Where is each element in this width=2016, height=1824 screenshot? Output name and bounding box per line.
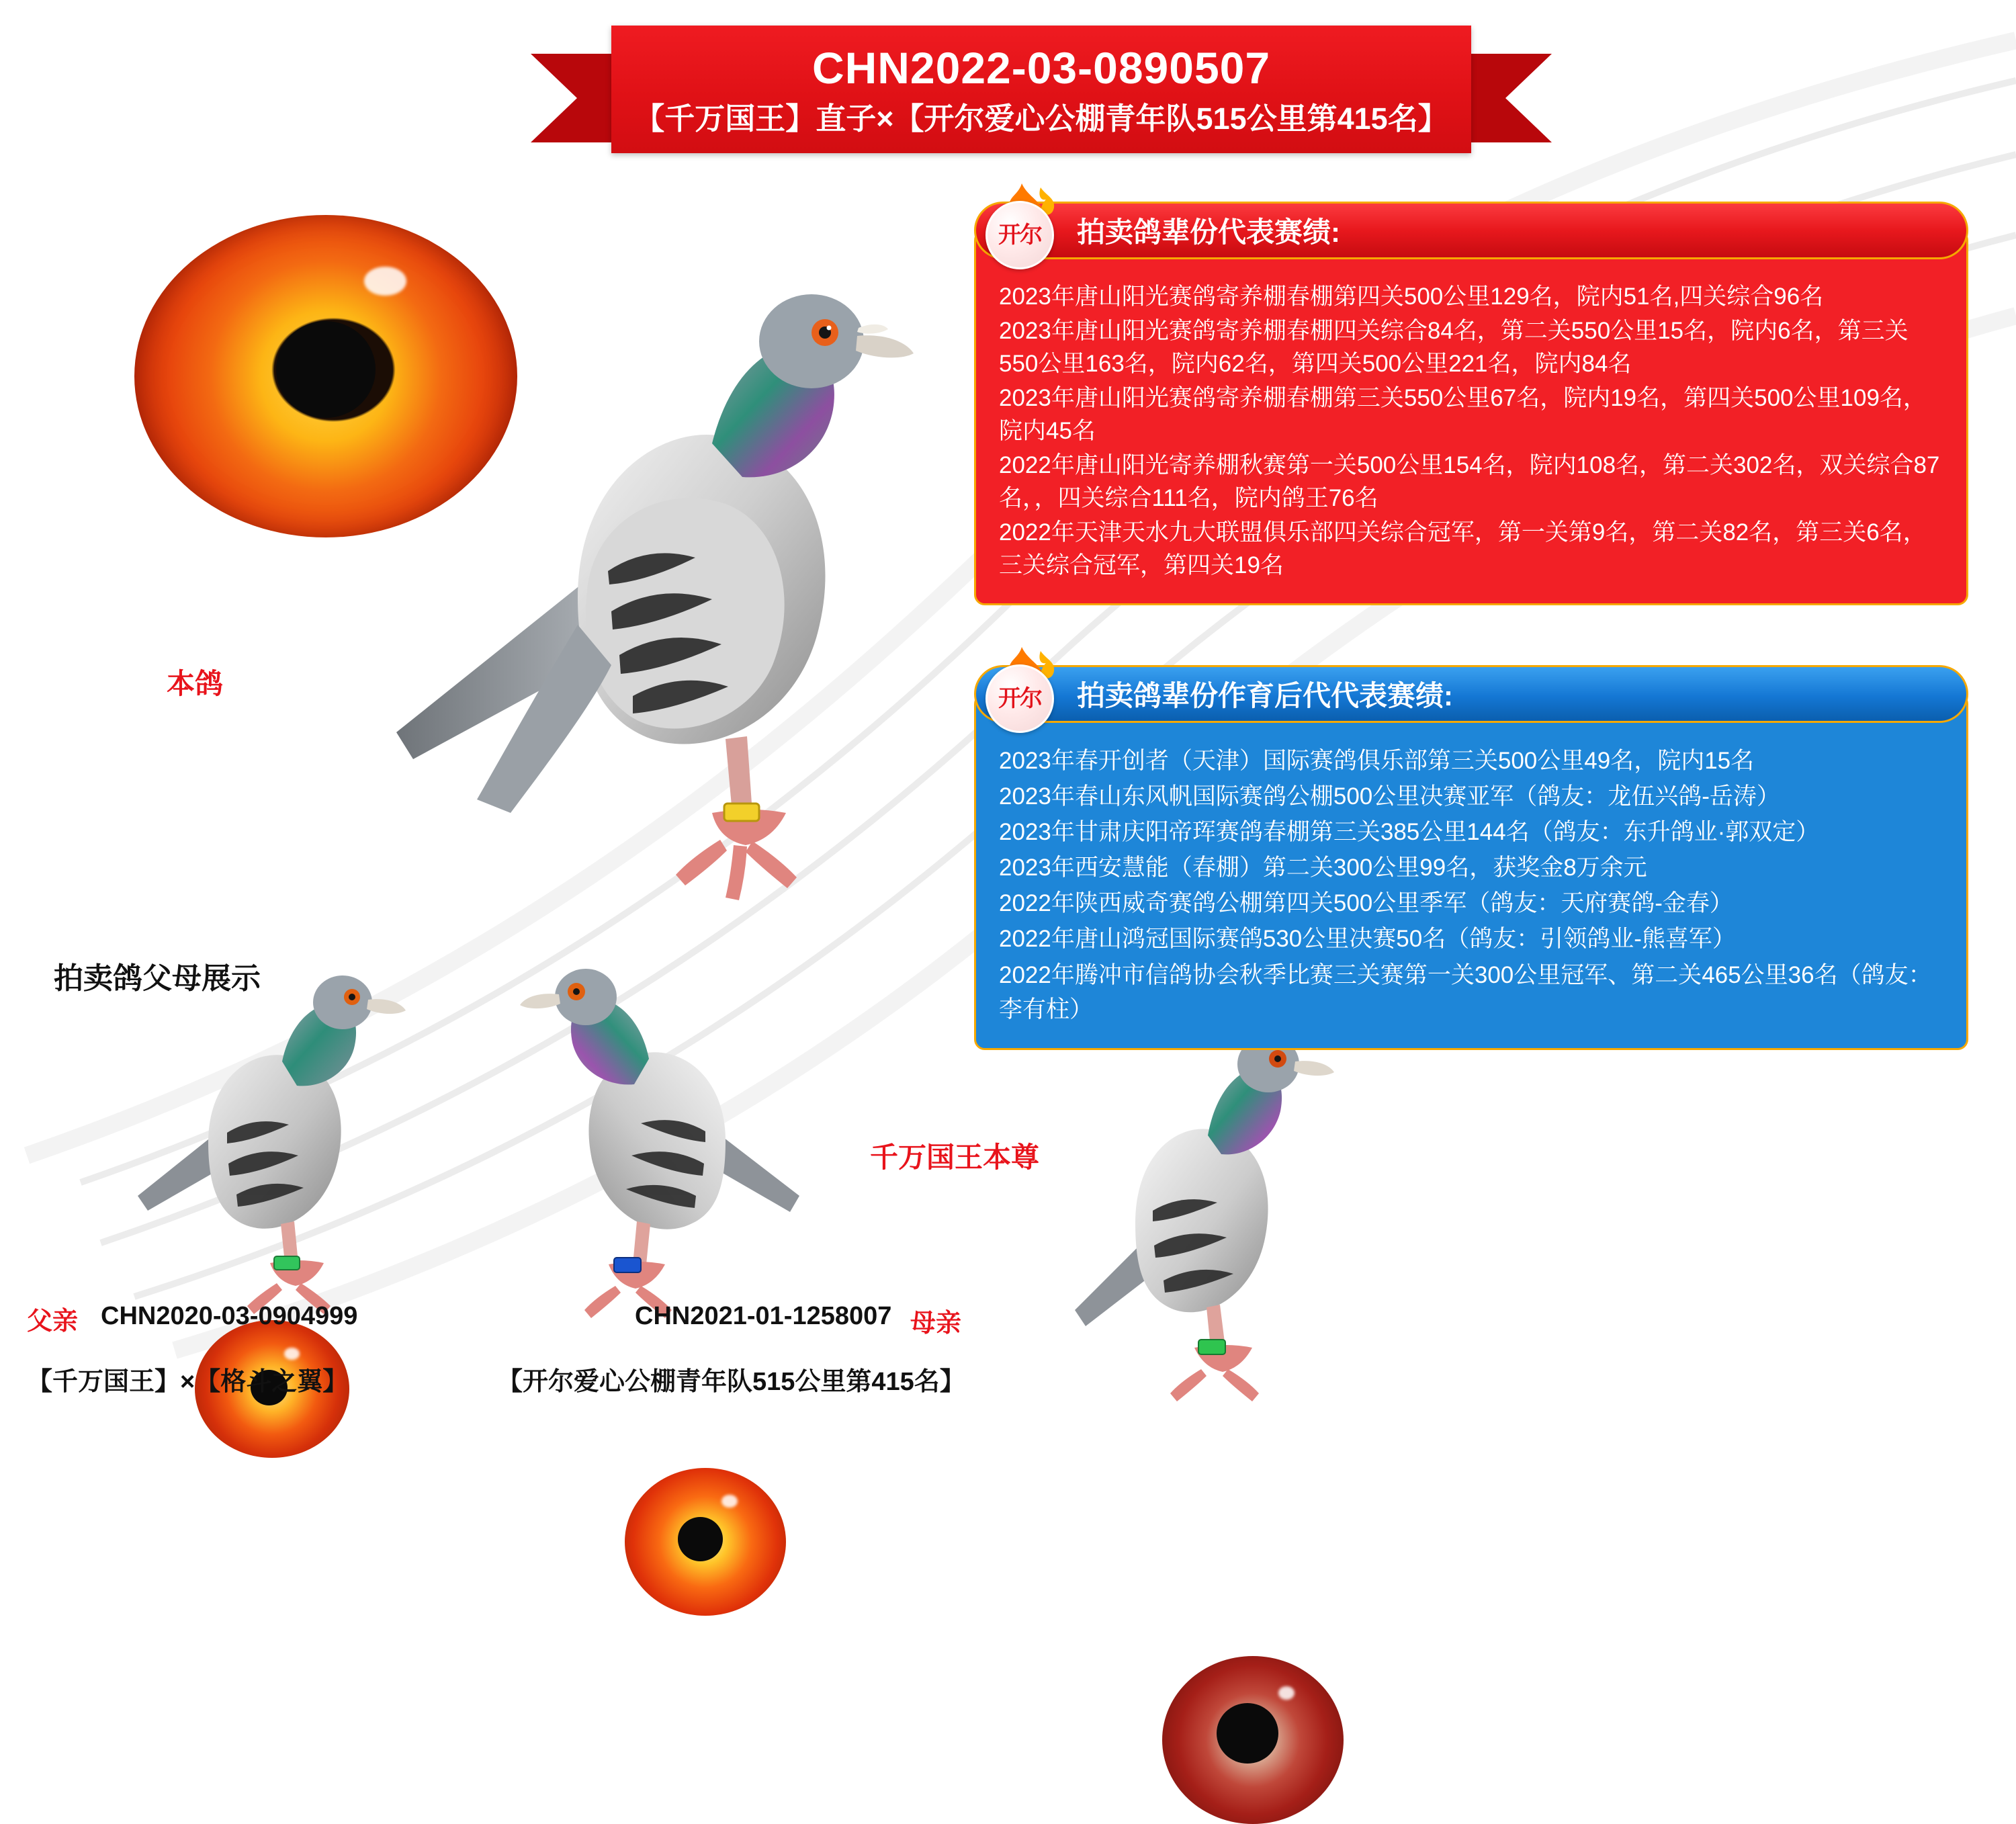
record-line: 2023年唐山阳光赛鸽寄养棚春棚四关综合84名，第二关550公里15名，院内6名，第三关550公里163名，院内62名，第四关500公里221名，院内84名	[999, 318, 1909, 377]
eye-glint	[1278, 1686, 1295, 1700]
record-line: 2022年陕西威奇赛鸽公棚第四关500公里季军（鸽友：天府赛鸽-金春）	[999, 890, 1733, 917]
eye-glint	[721, 1495, 738, 1508]
offspring-panel-title: 拍卖鸽辈份作育后代代表赛绩:	[1077, 680, 1453, 711]
king-eye-photo	[1162, 1656, 1344, 1824]
record-line: 2023年唐山阳光赛鸽寄养棚春棚第三关550公里67名，院内19名，第四关500公里109名，院内45名	[999, 385, 1927, 444]
offspring-panel	[974, 665, 1968, 1050]
record-line: 2022年腾冲市信鸽协会秋季比赛三关赛第一关300公里冠军、第二关465公里36名（鸽友：李有柱）	[999, 961, 1932, 1023]
kaier-logo: 开尔	[985, 201, 1054, 269]
mother-eye-photo	[625, 1468, 786, 1616]
record-line: 2022年天津天水九大联盟俱乐部四关综合冠军，第一关第9名，第二关82名，第三关6名，三关综合冠军，第四关19名	[999, 519, 1927, 578]
records-panel	[974, 202, 1968, 605]
father-label: 父亲	[27, 1307, 79, 1336]
record-line: 2023年唐山阳光赛鸽寄养棚春棚第四关500公里129名，院内51名,四关综合96名	[999, 284, 1824, 310]
eye-pupil	[1217, 1703, 1278, 1764]
eye-pupil	[678, 1517, 723, 1561]
mother-label: 母亲	[910, 1309, 962, 1338]
record-line: 2023年春山东风帆国际赛鸽公棚500公里决赛亚军（鸽友：龙伍兴鸽-岳涛）	[999, 783, 1780, 810]
mother-race-record: 【开尔爱心公棚青年队515公里第415名】	[497, 1368, 965, 1396]
records-panel-body	[974, 230, 1968, 605]
kaier-logo: 开尔	[985, 664, 1054, 733]
father-pigeon-photo	[121, 967, 443, 1317]
records-panel-title: 拍卖鸽辈份代表赛绩:	[1077, 216, 1340, 248]
label-king-title: 千万国王本尊	[870, 1141, 1040, 1173]
flame-badge-icon	[980, 644, 1065, 729]
record-line: 2022年唐山鸿冠国际赛鸽530公里决赛50名（鸽友：引领鸽业-熊喜军）	[999, 926, 1736, 953]
eye-pupil	[276, 321, 376, 418]
mother-ring-number: CHN2021-01-1258007	[635, 1302, 892, 1330]
records-panel-header	[974, 202, 1968, 259]
record-line: 2022年唐山阳光寄养棚秋赛第一关500公里154名，院内108名，第二关302名，双关综合87名，，四关综合111名，院内鸽王76名	[999, 452, 1940, 511]
king-pigeon-photo	[1035, 1028, 1357, 1404]
record-line: 2023年西安慧能（春棚）第二关300公里99名，获奖金8万余元	[999, 855, 1647, 881]
main-pigeon-photo	[376, 222, 981, 981]
label-parents-title: 拍卖鸽父母展示	[54, 962, 261, 995]
offspring-panel-header	[974, 665, 1968, 723]
father-pedigree: 【千万国王】×【格斗之翼】	[27, 1368, 349, 1396]
mother-pigeon-photo	[470, 961, 820, 1323]
label-this-bird: 本鸽	[167, 668, 224, 699]
pigeon-ring-number: CHN2022-03-0890507	[812, 42, 1271, 93]
title-ribbon	[531, 26, 1552, 173]
ribbon-banner	[611, 26, 1471, 153]
father-ring-number: CHN2020-03-0904999	[101, 1302, 358, 1330]
offspring-panel-body	[974, 693, 1968, 1050]
flame-badge-icon	[980, 181, 1065, 265]
eye-glint	[284, 1348, 300, 1360]
pigeon-pedigree-line: 【千万国王】直子×【开尔爱心公棚青年队515公里第415名】	[634, 101, 1448, 136]
record-line: 2023年春开创者（天津）国际赛鸽俱乐部第三关500公里49名，院内15名	[999, 748, 1755, 774]
record-line: 2023年甘肃庆阳帝珲赛鸽春棚第三关385公里144名（鸽友：东升鸽业·郭双定）	[999, 819, 1820, 846]
